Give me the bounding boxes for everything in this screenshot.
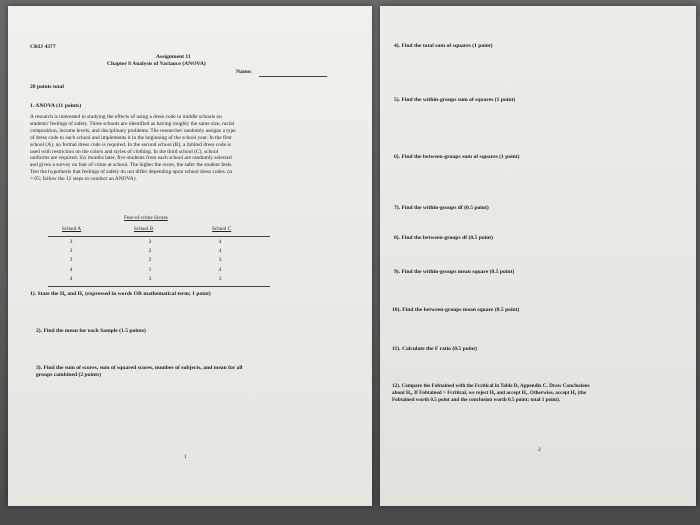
question-11: 11). Calculate the F ratio (0.5 point) xyxy=(392,346,477,352)
table-cell: 4 xyxy=(218,239,222,245)
course-code: CRIJ 4377 xyxy=(30,44,56,50)
paragraph-line: of dress code to each school and implements it in the beginning of the school year. In the first xyxy=(30,134,232,141)
table-header-school-b: School B xyxy=(134,226,154,232)
table-cell: 4 xyxy=(218,248,222,255)
question-3-line-2: groups combined (2 points) xyxy=(36,372,102,378)
question-1: 1). State the H₀ and H₁ (expressed in words OR mathematical term; 1 point) xyxy=(30,291,211,297)
paragraph-line: =.05; follow the 12 steps to conduct an ANOVA). xyxy=(30,176,137,183)
table-column-a xyxy=(65,238,77,284)
table-cell: 4 xyxy=(218,266,222,273)
page-number: 1 xyxy=(184,454,187,460)
paragraph-line: and given a survey on fear of crime at school. The higher the score, the safer the student feels. xyxy=(30,162,233,169)
table-cell: 4 xyxy=(69,266,73,273)
question-4: 4). Find the total sum of squares (1 point) xyxy=(394,43,493,49)
page-number: 2 xyxy=(538,447,541,453)
left-page xyxy=(8,6,372,506)
question-6: 6). Find the between-groups sum of squares (1 point) xyxy=(394,154,520,160)
question-9: 9). Find the within-groups mean square (0.5 point) xyxy=(394,269,515,275)
name-label: Name: xyxy=(236,69,252,75)
paragraph-line: A research is interested in studying the effects of using a dress code in middle schools on xyxy=(30,114,222,120)
table-cell: 3 xyxy=(218,275,222,282)
table-header-school-a: School A xyxy=(62,226,82,232)
question-12-line-1: 12). Compare the Fobtained with the Fcritical in Table D, Appendix C. Draw Conclusions xyxy=(392,383,590,389)
name-line xyxy=(259,76,327,77)
paragraph-line: school (A), no formal dress code is required. In the second school (B), a limited dress code is xyxy=(30,141,231,148)
table-cell: 3 xyxy=(148,275,152,282)
paragraph-line: used with restriction on the colors and styles of clothing. In the third school (C), school xyxy=(30,148,219,155)
question-2: 2). Find the mean for each Sample (1.5 points) xyxy=(36,328,146,334)
right-page xyxy=(380,6,696,506)
question-12-line-2: about H₀. If Fobtained > Fcritical, we reject H₀ and accept H₁. Otherwise, accept H₀ (the xyxy=(392,390,587,396)
question-3-line-1: 3). Find the sum of scores, sum of squared scores, number of subjects, and mean for all xyxy=(36,365,243,371)
question-7: 7). Find the within-groups df (0.5 point) xyxy=(394,205,489,211)
paragraph-line: Test the hypothesis that feelings of safety do not differ depending upon school dress codes. (α xyxy=(30,169,233,176)
table-cell: 2 xyxy=(148,257,152,264)
paragraph-line: uniforms are required. Six months later, five students from each school are randomly selected xyxy=(30,155,232,162)
question-5: 5). Find the within-groups sum of squares (1 point) xyxy=(394,97,516,103)
table-header-school-c: School C xyxy=(212,226,232,232)
table-column-b xyxy=(144,238,156,284)
table-top-rule xyxy=(48,236,270,237)
paragraph-line: students' feelings of safety. Three schools are identified as having roughly the same size, racial xyxy=(30,120,235,127)
table-title: Fear-of-crime Scores xyxy=(124,215,168,221)
table-cell: 2 xyxy=(148,248,152,255)
chapter-title: Chapter 8 Analysis of Variance (ANOVA) xyxy=(107,61,206,67)
question-8: 8). Find the between-groups df (0.5 point) xyxy=(394,235,494,241)
problem-paragraph xyxy=(30,114,288,183)
section-title: 1. ANOVA (11 points) xyxy=(30,103,82,109)
assignment-title: Assignment 11 xyxy=(156,54,191,60)
table-cell: 2 xyxy=(148,239,152,245)
table-cell: 3 xyxy=(218,257,222,264)
table-column-c xyxy=(214,238,226,284)
table-cell: 3 xyxy=(69,239,73,245)
question-12-line-3: Fobtained worth 0.5 point and the conclusion worth 0.5 point; total 1 point). xyxy=(392,397,561,403)
question-10: 10). Find the between-groups mean square (0.5 point) xyxy=(392,307,520,313)
paragraph-line: composition, income levels, and disciplinary problems. The researcher randomly assigns a type xyxy=(30,127,236,134)
table-cell: 4 xyxy=(69,275,73,282)
table-cell: 1 xyxy=(148,266,152,273)
table-bottom-rule xyxy=(48,286,270,287)
points-total: 20 points total xyxy=(30,84,64,90)
table-cell: 3 xyxy=(69,248,73,255)
table-cell: 3 xyxy=(69,257,73,264)
